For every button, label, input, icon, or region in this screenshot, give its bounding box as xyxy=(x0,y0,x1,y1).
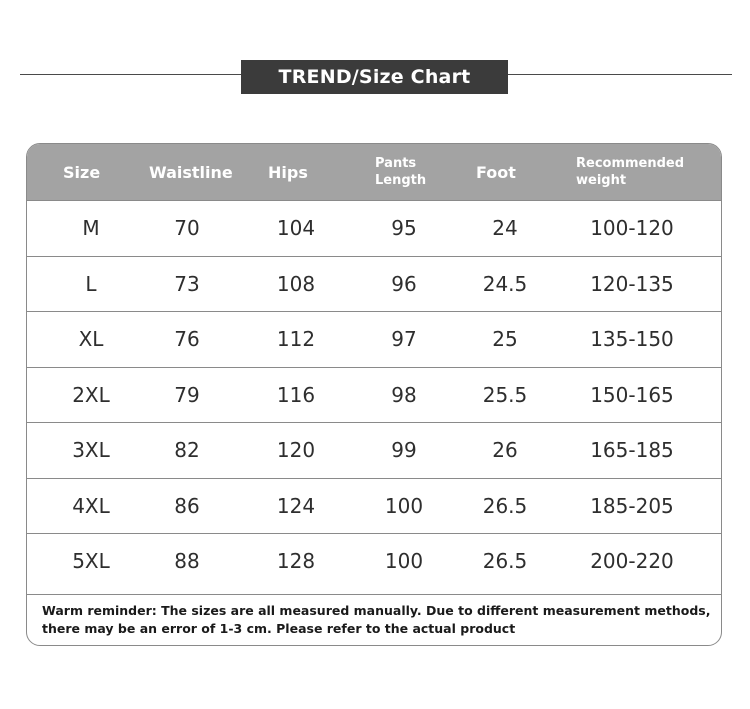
cell-waistline: 82 xyxy=(174,438,200,462)
cell-hips: 120 xyxy=(276,438,316,462)
table-row xyxy=(27,200,721,255)
cell-pants-length: 97 xyxy=(391,327,417,351)
cell-pants-length: 96 xyxy=(391,271,417,296)
cell-foot: 26.5 xyxy=(482,493,528,518)
cell-waistline: 73 xyxy=(174,271,200,296)
table-row xyxy=(27,422,721,477)
cell-recommended-weight: 150-165 xyxy=(590,382,674,407)
header-size: Size xyxy=(63,162,101,182)
cell-hips: 124 xyxy=(276,493,316,518)
cell-pants-length: 95 xyxy=(391,216,417,240)
cell-size: XL xyxy=(78,327,104,351)
cell-hips: 104 xyxy=(276,216,316,240)
cell-hips: 116 xyxy=(276,382,316,407)
cell-size: M xyxy=(82,216,100,240)
cell-foot: 25 xyxy=(492,327,518,351)
header-recommended-weight: Recommended weight xyxy=(576,156,685,188)
chart-title: TREND/Size Chart xyxy=(241,60,508,94)
cell-size: 3XL xyxy=(72,438,110,462)
cell-pants-length: 99 xyxy=(391,438,417,462)
cell-recommended-weight: 120-135 xyxy=(590,271,674,296)
cell-foot: 24 xyxy=(492,216,518,240)
cell-hips: 108 xyxy=(276,271,316,296)
reminder-line-1: Warm reminder: The sizes are all measured manually. Due to different measurement methods, xyxy=(42,603,711,618)
table-row xyxy=(27,478,721,533)
cell-foot: 24.5 xyxy=(482,271,528,296)
cell-pants-length: 100 xyxy=(384,549,424,573)
cell-waistline: 86 xyxy=(174,493,200,518)
title-rule-left xyxy=(20,74,242,75)
cell-recommended-weight: 165-185 xyxy=(590,438,674,462)
table-row xyxy=(27,533,721,588)
header-foot: Foot xyxy=(476,162,516,182)
reminder-line-2: there may be an error of 1-3 cm. Please refer to the actual product xyxy=(42,621,516,636)
cell-recommended-weight: 185-205 xyxy=(590,493,674,518)
cell-hips: 112 xyxy=(276,327,316,351)
header-hips: Hips xyxy=(268,162,308,182)
cell-size: 5XL xyxy=(72,549,110,573)
cell-size: L xyxy=(85,271,97,296)
cell-foot: 26.5 xyxy=(482,549,528,573)
cell-foot: 26 xyxy=(492,438,518,462)
cell-hips: 128 xyxy=(276,549,316,573)
table-row xyxy=(27,311,721,366)
table-row xyxy=(27,256,721,311)
cell-recommended-weight: 135-150 xyxy=(590,327,674,351)
cell-waistline: 88 xyxy=(174,549,200,573)
cell-recommended-weight: 200-220 xyxy=(590,549,674,573)
cell-waistline: 76 xyxy=(174,327,200,351)
size-table xyxy=(26,143,722,646)
cell-recommended-weight: 100-120 xyxy=(590,216,674,240)
header-waistline: Waistline xyxy=(149,162,233,182)
cell-foot: 25.5 xyxy=(482,382,528,407)
cell-size: 2XL xyxy=(72,382,110,407)
title-rule-right xyxy=(508,74,732,75)
cell-waistline: 70 xyxy=(174,216,200,240)
cell-size: 4XL xyxy=(72,493,110,518)
table-row xyxy=(27,367,721,422)
cell-pants-length: 98 xyxy=(391,382,417,407)
cell-waistline: 79 xyxy=(174,382,200,407)
warm-reminder-note xyxy=(27,594,721,646)
table-header-row xyxy=(27,144,721,200)
cell-pants-length: 100 xyxy=(384,493,424,518)
header-pants-length: Pants Length xyxy=(375,156,427,188)
